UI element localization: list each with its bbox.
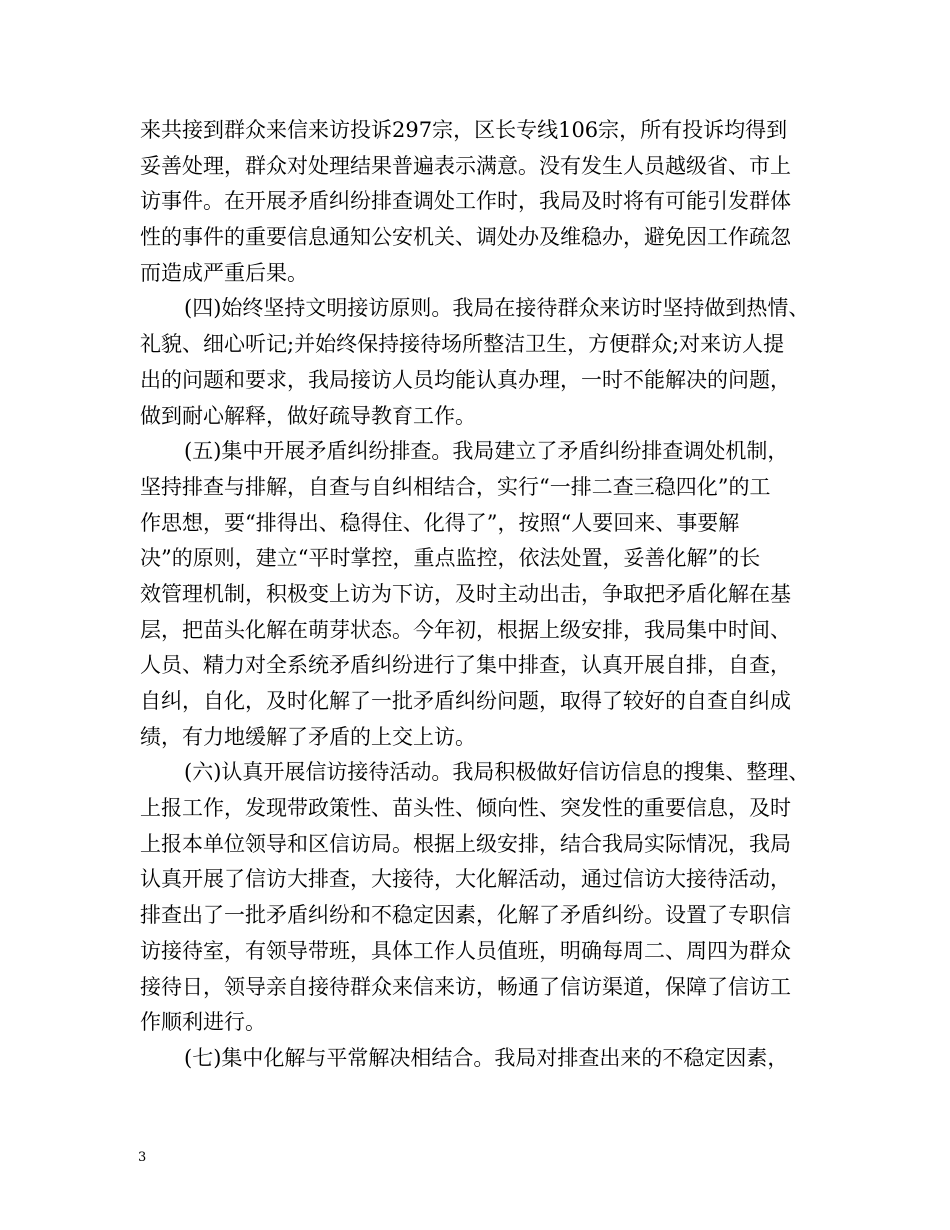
text-line: (五)集中开展矛盾纠纷排查。我局建立了矛盾纠纷排查调处机制， [184,439,789,464]
text-line: 层，把苗头化解在萌芽状态。今年初，根据上级安排，我局集中时间、 [140,617,791,642]
text-line: 决”的原则，建立“平时掌控，重点监控，依法处置，妥善化解”的长 [140,546,761,571]
page-number: 3 [138,1150,147,1165]
text-line: 效管理机制，积极变上访为下访，及时主动出击，争取把矛盾化解在基 [140,581,791,606]
text-line: 而造成严重后果。 [140,260,308,285]
text-line: 妥善处理，群众对处理结果普遍表示满意。没有发生人员越级省、市上 [140,153,791,178]
text-line: 上报本单位领导和区信访局。根据上级安排，结合我局实际情况，我局 [140,831,791,856]
text-line: 性的事件的重要信息通知公安机关、调处办及维稳办，避免因工作疏忽 [140,225,791,250]
text-line: 访事件。在开展矛盾纠纷排查调处工作时，我局及时将有可能引发群体 [140,189,791,214]
text-line: 礼貌、细心听记;并始终保持接待场所整洁卫生，方便群众;对来访人提 [140,332,785,357]
text-line: 人员、精力对全系统矛盾纠纷进行了集中排查，认真开展自排，自查， [140,653,791,678]
text-line: 做到耐心解释，做好疏导教育工作。 [140,403,476,428]
text-line: 出的问题和要求，我局接访人员均能认真办理，一时不能解决的问题， [140,367,791,392]
text-line: 认真开展了信访大排查，大接待，大化解活动，通过信访大接待活动， [140,867,791,892]
text-line: 作顺利进行。 [140,1010,266,1035]
text-line: 作思想，要“排得出、稳得住、化得了”，按照“人要回来、事要解 [140,510,740,535]
text-line: (七)集中化解与平常解决相结合。我局对排查出来的不稳定因素， [184,1045,789,1070]
text-line: (四)始终坚持文明接访原则。我局在接待群众来访时坚持做到热情、 [184,296,810,321]
text-line: 排查出了一批矛盾纠纷和不稳定因素，化解了矛盾纠纷。设置了专职信 [140,903,791,928]
text-line: 坚持排查与排解，自查与自纠相结合，实行“一排二查三稳四化”的工 [140,474,771,499]
text-line: 接待日，领导亲自接待群众来信来访，畅通了信访渠道，保障了信访工 [140,974,791,999]
text-line: 自纠，自化，及时化解了一批矛盾纠纷问题，取得了较好的自查自纠成 [140,689,791,713]
text-line: 上报工作，发现带政策性、苗头性、倾向性、突发性的重要信息，及时 [140,796,791,821]
text-line: 访接待室，有领导带班，具体工作人员值班，明确每周二、周四为群众 [140,938,791,963]
text-line: 绩，有力地缓解了矛盾的上交上访。 [140,724,476,749]
text-line: (六)认真开展信访接待活动。我局积极做好信访信息的搜集、整理、 [184,760,810,785]
body-text [140,113,830,1077]
text-line: 来共接到群众来信来访投诉297宗，区长专线106宗，所有投诉均得到 [140,118,788,142]
